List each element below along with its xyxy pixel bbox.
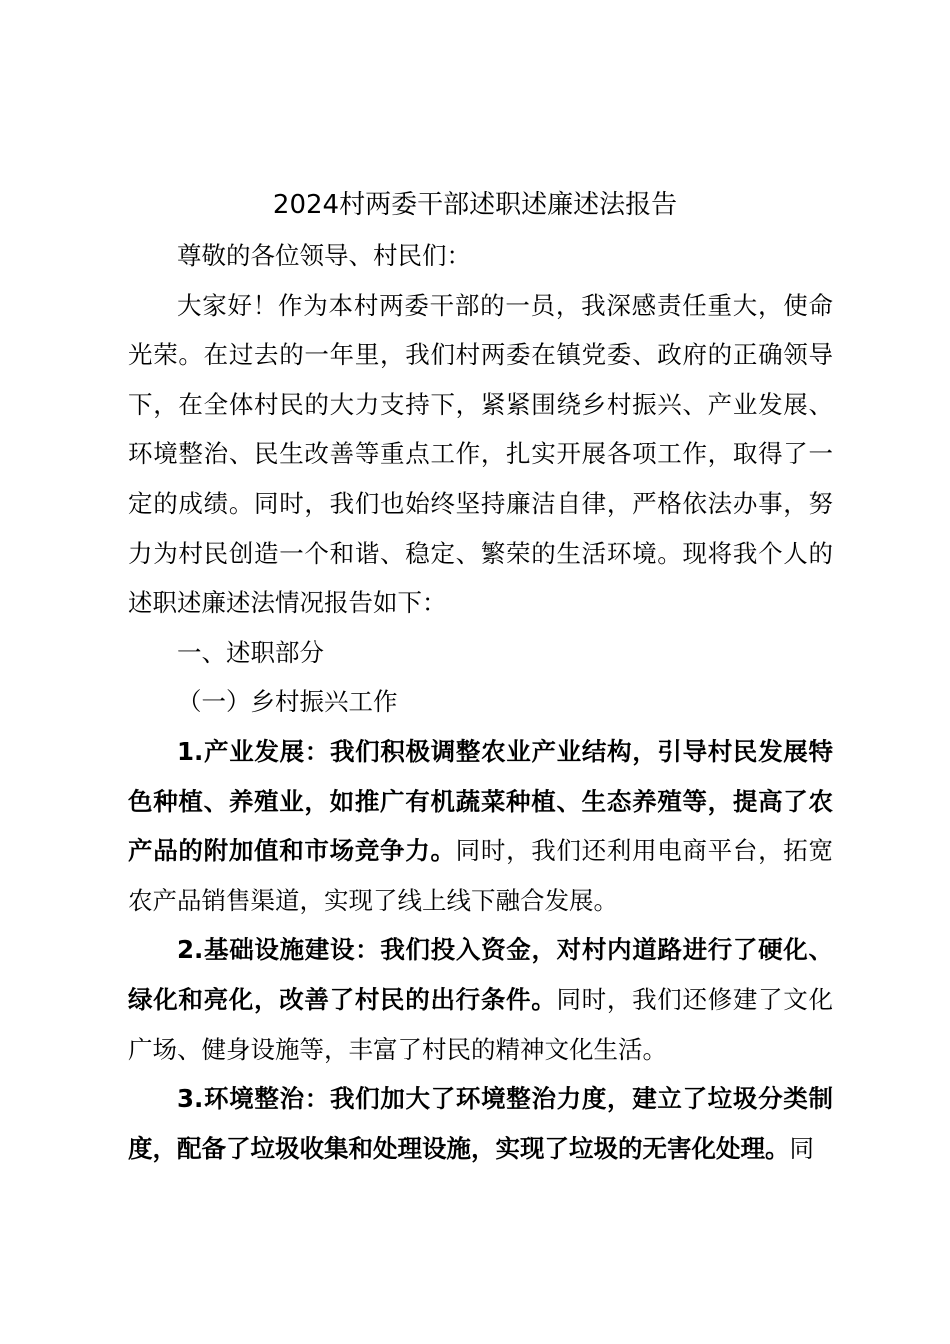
subsection-heading: （一）乡村振兴工作 — [177, 687, 398, 717]
item-paragraph-industry — [128, 727, 833, 925]
document-body — [128, 231, 833, 1173]
intro-paragraph: 大家好！作为本村两委干部的一员，我深感责任重大，使命光荣。在过去的一年里，我们村两委在镇党委、政府的正确领导下，在全体村民的大力支持下，紧紧围绕乡村振兴、产业发展、环境整治、民生改善等重点工作，扎实开展各项工作，取得了一定的成绩。同时，我们也始终坚持廉洁自律，严格依法办事，努力为村民创造一个和谐、稳定、繁荣的生活环境。现将我个人的述职述廉述法情况报告如下： — [128, 290, 833, 618]
item-body-text: 同时，我们还修建了文化广场、健身设施等，丰富了村民的精神文化生活。 — [128, 984, 834, 1064]
salutation: 尊敬的各位领导、村民们： — [177, 241, 471, 270]
section-heading: 一、述职部分 — [177, 637, 324, 667]
item-body-text: 同 — [789, 1133, 814, 1163]
item-lead-bold: 2.基础设施建设：我们投入资金，对村内道路进行了硬化、绿化和亮化，改善了村民的出行条件。 — [128, 935, 833, 1014]
item-lead-bold: 3.环境整治：我们加大了环境整治力度，建立了垃圾分类制度，配备了垃圾收集和处理设施，实现了垃圾的无害化处理。 — [128, 1084, 833, 1163]
document-title: 2024村两委干部述职述廉述法报告 — [272, 190, 678, 220]
item-paragraph-environment — [128, 1074, 833, 1173]
item-lead-bold: 1.产业发展：我们积极调整农业产业结构，引导村民发展特色种植、养殖业，如推广有机蔬菜种植、生态养殖等，提高了农产品的附加值和市场竞争力。 — [128, 736, 833, 866]
item-paragraph-infrastructure — [128, 925, 833, 1074]
item-body-text: 同时，我们还利用电商平台，拓宽农产品销售渠道，实现了线上线下融合发展。 — [128, 836, 834, 915]
